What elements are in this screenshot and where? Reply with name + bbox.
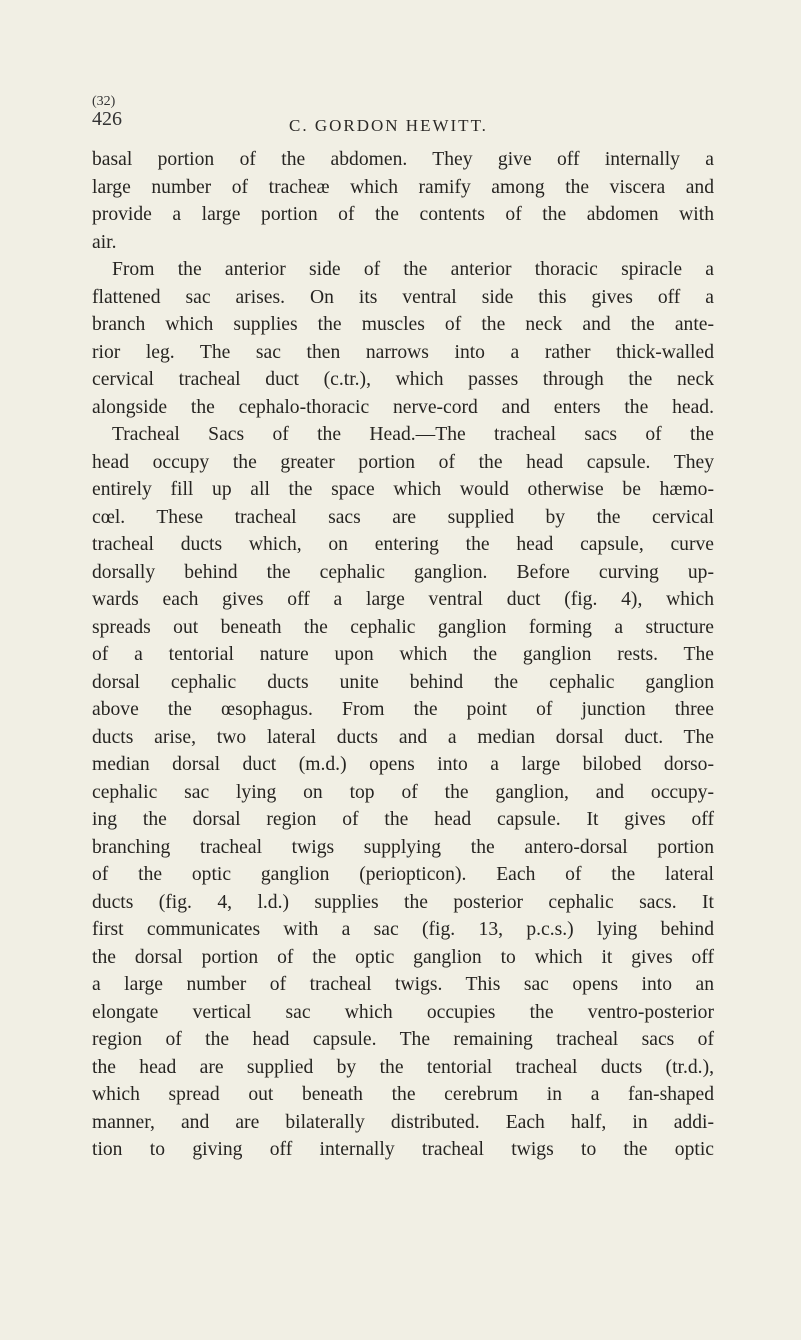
text-line: spreads out beneath the cephalic ganglion forming a structure [92, 616, 714, 638]
text-line: From the anterior side of the anterior thoracic spiracle a [112, 259, 714, 280]
page-marker: (32) [92, 94, 116, 109]
text-line: branch which supplies the muscles of the neck and the ante- [92, 314, 714, 335]
text-line: entirely fill up all the space which would otherwise be hæmo- [92, 479, 714, 500]
text-line: rior leg. The sac then narrows into a rather thick-walled [92, 341, 714, 363]
text-line: tion to giving off internally tracheal twigs to the optic [92, 1139, 714, 1160]
text-line: of the optic ganglion (periopticon). Each of the lateral [92, 864, 714, 885]
text-line: dorsally behind the cephalic ganglion. Before curving up- [92, 561, 714, 583]
text-line: large number of tracheæ which ramify among the viscera and [92, 176, 714, 198]
text-line: the head are supplied by the tentorial tracheal ducts (tr.d.), [92, 1056, 714, 1078]
text-line: branching tracheal twigs supplying the antero-dorsal portion [92, 836, 714, 858]
text-line: flattened sac arises. On its ventral side this gives off a [92, 286, 714, 308]
text-line: alongside the cephalo-thoracic nerve-cord and enters the head. [92, 396, 714, 418]
text-line: cephalic sac lying on top of the ganglion, and occupy- [92, 781, 714, 803]
text-line: cœl. These tracheal sacs are supplied by the cervical [92, 506, 714, 528]
text-line: cervical tracheal duct (c.tr.), which passes through the neck [92, 369, 714, 390]
text-line: tracheal ducts which, on entering the head capsule, curve [92, 534, 714, 555]
text-line: which spread out beneath the cerebrum in a fan-shaped [92, 1084, 714, 1105]
page-number: 426 [92, 108, 122, 130]
text-line: air. [92, 231, 117, 253]
text-line: provide a large portion of the contents of the abdomen with [92, 204, 714, 225]
text-line: a large number of tracheal twigs. This sac opens into an [92, 974, 714, 995]
text-line: of a tentorial nature upon which the ganglion rests. The [92, 644, 714, 665]
text-line: wards each gives off a large ventral duct (fig. 4), which [92, 589, 714, 610]
text-line: above the œsophagus. From the point of junction three [92, 699, 714, 720]
text-line: region of the head capsule. The remaining tracheal sacs of [92, 1029, 714, 1050]
text-line: ducts arise, two lateral ducts and a median dorsal duct. The [92, 726, 714, 748]
text-line: first communicates with a sac (fig. 13, p.c.s.) lying behind [92, 919, 714, 940]
text-line: elongate vertical sac which occupies the ventro-posterior [92, 1001, 714, 1023]
text-line: ing the dorsal region of the head capsule. It gives off [92, 809, 714, 830]
text-line: median dorsal duct (m.d.) opens into a large bilobed dorso- [92, 754, 714, 775]
text-line: dorsal cephalic ducts unite behind the cephalic ganglion [92, 671, 714, 693]
section-heading-line: Tracheal Sacs of the Head.—The tracheal sacs of the [112, 424, 714, 445]
text-line: head occupy the greater portion of the head capsule. They [92, 451, 714, 473]
body-text [92, 146, 714, 1164]
text-line: manner, and are bilaterally distributed. Each half, in addi- [92, 1111, 714, 1133]
text-line: the dorsal portion of the optic ganglion to which it gives off [92, 946, 714, 968]
text-line: basal portion of the abdomen. They give off internally a [92, 149, 714, 170]
text-line: ducts (fig. 4, l.d.) supplies the posterior cephalic sacs. It [92, 891, 714, 913]
running-head: C. GORDON HEWITT. [289, 116, 488, 135]
